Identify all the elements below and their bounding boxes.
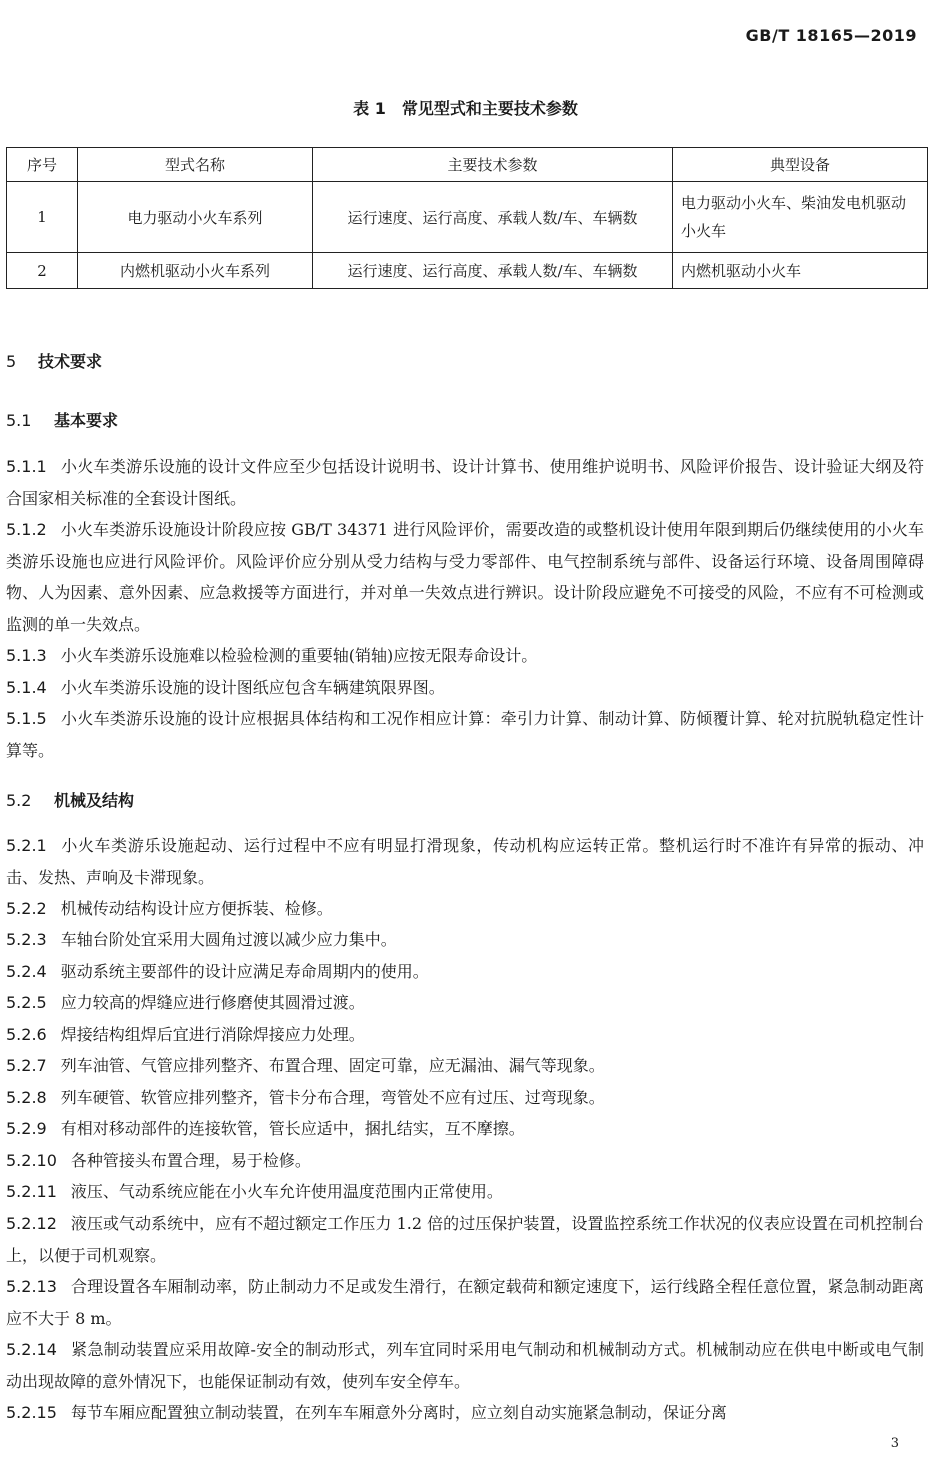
section-title: 技术要求 [38,352,103,371]
clause-number: 5.2.10 [6,1151,57,1170]
section-heading-5 [6,349,102,372]
table-cell: 电力驱动小火车系列 [78,182,313,253]
clause-number: 5.2.15 [6,1403,57,1422]
clause-5-2-13 [6,1271,924,1334]
clause-text: 液压或气动系统中，应有不超过额定工作压力 1.2 倍的过压保护装置，设置监控系统工作状况的仪表应设置在司机控制台上，以便于司机观察。 [6,1214,924,1265]
clause-number: 5.2.5 [6,993,47,1012]
clause-text: 各种管接头布置合理，易于检修。 [70,1151,311,1170]
clause-text: 车轴台阶处宜采用大圆角过渡以减少应力集中。 [60,930,397,949]
section-number: 5.1 [6,411,32,430]
table-header-cell: 序号 [7,148,78,182]
table-header-cell: 型式名称 [78,148,313,182]
clause-5-1-4 [6,672,924,704]
clause-text: 小火车类游乐设施设计阶段应按 GB/T 34371 进行风险评价，需要改造的或整机设计使用年限到期后仍继续使用的小火车类游乐设施也应进行风险评价。风险评价应分别从受力结构与受力零部件、电气控制系统与部件、设备运行环境、设备周围障碍物、人为因素、意外因素、应急救援等方面进行，并对单一失效点进行辨识。设计阶段应避免不可接受的风险，不应有不可检测或监测的单一失效点。 [6,520,924,634]
clause-5-2-6 [6,1019,924,1051]
section-heading-5-2 [6,788,134,811]
table-cell: 1 [7,182,78,253]
table-cell: 2 [7,253,78,289]
clause-number: 5.2.1 [6,836,47,855]
clause-5-2-8 [6,1082,924,1114]
clause-5-2-9 [6,1113,924,1145]
clause-text: 小火车类游乐设施起动、运行过程中不应有明显打滑现象，传动机构应运转正常。整机运行时不准许有异常的振动、冲击、发热、声响及卡滞现象。 [6,836,924,887]
table-caption: 表 1 常见型式和主要技术参数 [353,99,578,118]
clause-text: 焊接结构组焊后宜进行消除焊接应力处理。 [60,1025,365,1044]
clause-5-2-11 [6,1176,924,1208]
table-header-cell: 典型设备 [673,148,928,182]
table-row [7,182,928,253]
clause-number: 5.2.13 [6,1277,57,1296]
clause-text: 液压、气动系统应能在小火车允许使用温度范围内正常使用。 [70,1182,503,1201]
clause-5-2-4 [6,956,924,988]
section-heading-5-1 [6,408,118,431]
clause-text: 合理设置各车厢制动率，防止制动力不足或发生滑行，在额定载荷和额定速度下，运行线路全程任意位置，紧急制动距离应不大于 8 m。 [6,1277,924,1328]
table-cell: 运行速度、运行高度、承载人数/车、车辆数 [313,182,673,253]
clause-text: 小火车类游乐设施的设计图纸应包含车辆建筑限界图。 [60,678,445,697]
clause-number: 5.2.6 [6,1025,47,1044]
clause-5-1-3 [6,640,924,672]
clause-number: 5.2.12 [6,1214,57,1233]
page-number: 3 [890,1436,899,1451]
table-row [7,253,928,289]
clause-number: 5.1.5 [6,709,47,728]
clause-number: 5.2.7 [6,1056,47,1075]
parameters-table [6,147,928,289]
clause-5-2-15 [6,1397,924,1429]
clause-number: 5.1.4 [6,678,47,697]
clause-text: 小火车类游乐设施难以检验检测的重要轴(销轴)应按无限寿命设计。 [60,646,538,665]
clause-number: 5.2.14 [6,1340,57,1359]
clause-number: 5.2.4 [6,962,47,981]
clause-text: 小火车类游乐设施的设计应根据具体结构和工况作相应计算：牵引力计算、制动计算、防倾覆计算、轮对抗脱轨稳定性计算等。 [6,709,924,760]
clause-text: 列车硬管、软管应排列整齐，管卡分布合理，弯管处不应有过压、过弯现象。 [60,1088,605,1107]
clause-number: 5.1.2 [6,520,47,539]
table-cell: 电力驱动小火车、柴油发电机驱动小火车 [673,182,928,253]
clause-5-1-1 [6,451,924,514]
table-header-cell: 主要技术参数 [313,148,673,182]
clause-5-1-5 [6,703,924,766]
section-title: 机械及结构 [54,791,135,810]
clause-5-2-1 [6,830,924,893]
clause-5-2-7 [6,1050,924,1082]
clause-5-1-2 [6,514,924,640]
clause-text: 列车油管、气管应排列整齐、布置合理、固定可靠，应无漏油、漏气等现象。 [60,1056,605,1075]
section-number: 5 [6,352,17,371]
clause-number: 5.2.3 [6,930,47,949]
clause-5-2-2 [6,893,924,925]
clause-text: 紧急制动装置应采用故障-安全的制动形式，列车宜同时采用电气制动和机械制动方式。机械制动应在供电中断或电气制动出现故障的意外情况下，也能保证制动有效，使列车安全停车。 [6,1340,924,1391]
clause-5-2-14 [6,1334,924,1397]
clause-text: 每节车厢应配置独立制动装置，在列车车厢意外分离时，应立刻自动实施紧急制动，保证分离 [70,1403,727,1422]
clause-text: 有相对移动部件的连接软管，管长应适中，捆扎结实，互不摩擦。 [60,1119,525,1138]
clause-number: 5.1.3 [6,646,47,665]
standard-code: GB/T 18165—2019 [745,26,917,45]
clause-number: 5.1.1 [6,457,47,476]
clause-text: 应力较高的焊缝应进行修磨使其圆滑过渡。 [60,993,365,1012]
table-header-row [7,148,928,182]
table-cell: 内燃机驱动小火车 [673,253,928,289]
clause-number: 5.2.2 [6,899,47,918]
section-number: 5.2 [6,791,32,810]
clause-5-2-10 [6,1145,924,1177]
clause-text: 驱动系统主要部件的设计应满足寿命周期内的使用。 [60,962,429,981]
clause-number: 5.2.8 [6,1088,47,1107]
clause-5-2-12 [6,1208,924,1271]
clause-5-2-3 [6,924,924,956]
table-cell: 运行速度、运行高度、承载人数/车、车辆数 [313,253,673,289]
clause-number: 5.2.11 [6,1182,57,1201]
clause-text: 小火车类游乐设施的设计文件应至少包括设计说明书、设计计算书、使用维护说明书、风险评价报告、设计验证大纲及符合国家相关标准的全套设计图纸。 [6,457,924,508]
clause-5-2-5 [6,987,924,1019]
table-cell: 内燃机驱动小火车系列 [78,253,313,289]
clause-text: 机械传动结构设计应方便拆装、检修。 [60,899,333,918]
clause-number: 5.2.9 [6,1119,47,1138]
section-title: 基本要求 [54,411,119,430]
